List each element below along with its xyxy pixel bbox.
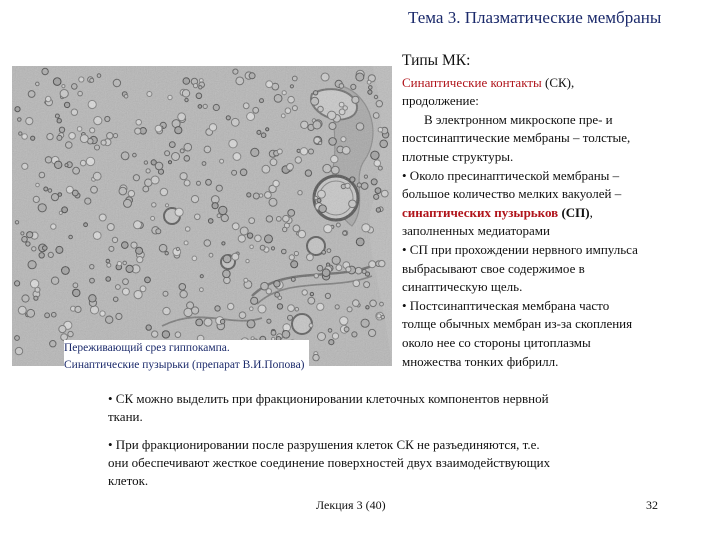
bullet-5-line-2: они обеспечивают жесткое соединение поверхностей двух взаимодействующих	[108, 455, 551, 470]
paragraph-1-line-2: продолжение:	[402, 93, 479, 109]
bullet-4-line-1: • СК можно выделить при фракционировании клеточных компонентов нервной	[108, 391, 549, 406]
bullet-5-line-3: клеток.	[108, 473, 149, 488]
bullet-3-line-2: толще обычных мембран из-за скопления	[402, 316, 633, 332]
bullet-3-line-1: • Постсинаптическая мембрана часто	[402, 297, 610, 313]
right-text-column	[402, 52, 718, 371]
paragraph-2-line-3: плотные структуры.	[402, 148, 514, 164]
bullet-2-line-3: синаптическую щель.	[402, 279, 523, 295]
bullet-3-line-4: множества тонких фибрилл.	[402, 353, 559, 369]
synaptic-vesicles-term: синаптических пузырьков	[402, 204, 559, 220]
slide-title: Тема 3. Плазматические мембраны	[408, 8, 662, 27]
bullet-5-line-1: • При фракционировании после разрушения клеток СК не разъединяются, т.е.	[108, 437, 540, 452]
bottom-text-block	[108, 390, 704, 490]
types-heading: Типы МК:	[402, 52, 471, 69]
paragraph-2-line-1: В электронном микроскопе пре- и	[424, 111, 613, 127]
bullet-1-line-4: заполненных медиаторами	[402, 223, 550, 239]
bullet-1-line-2: большое количество мелких вакуолей –	[402, 186, 622, 202]
page-number: 32	[646, 498, 658, 512]
bullet-4-line-2: ткани.	[108, 409, 143, 424]
bullet-1-line-1: • Около пресинаптической мембраны –	[402, 167, 620, 183]
caption-line-2: Синаптические пузырьки (препарат В.И.Попова)	[64, 359, 305, 371]
footer-lecture: Лекция 3 (40)	[316, 498, 386, 512]
caption-line-1: Переживающий срез гиппокампа.	[64, 342, 230, 354]
paragraph-1: Синаптические контакты (СК),	[402, 74, 575, 90]
figure-caption	[64, 340, 309, 376]
synaptic-contacts-term: Синаптические контакты	[402, 74, 542, 90]
paragraph-2-line-2: постсинаптические мембраны – толстые,	[402, 130, 631, 146]
bullet-1-line-3: синаптических пузырьков (СП),	[402, 204, 593, 220]
bullet-2-line-1: • СП при прохождении нервного импульса	[402, 241, 638, 257]
electron-micrograph	[12, 66, 392, 366]
bullet-2-line-2: выбрасывают свое содержимое в	[402, 260, 585, 276]
bullet-3-line-3: около нее со стороны цитоплазмы	[402, 334, 591, 350]
